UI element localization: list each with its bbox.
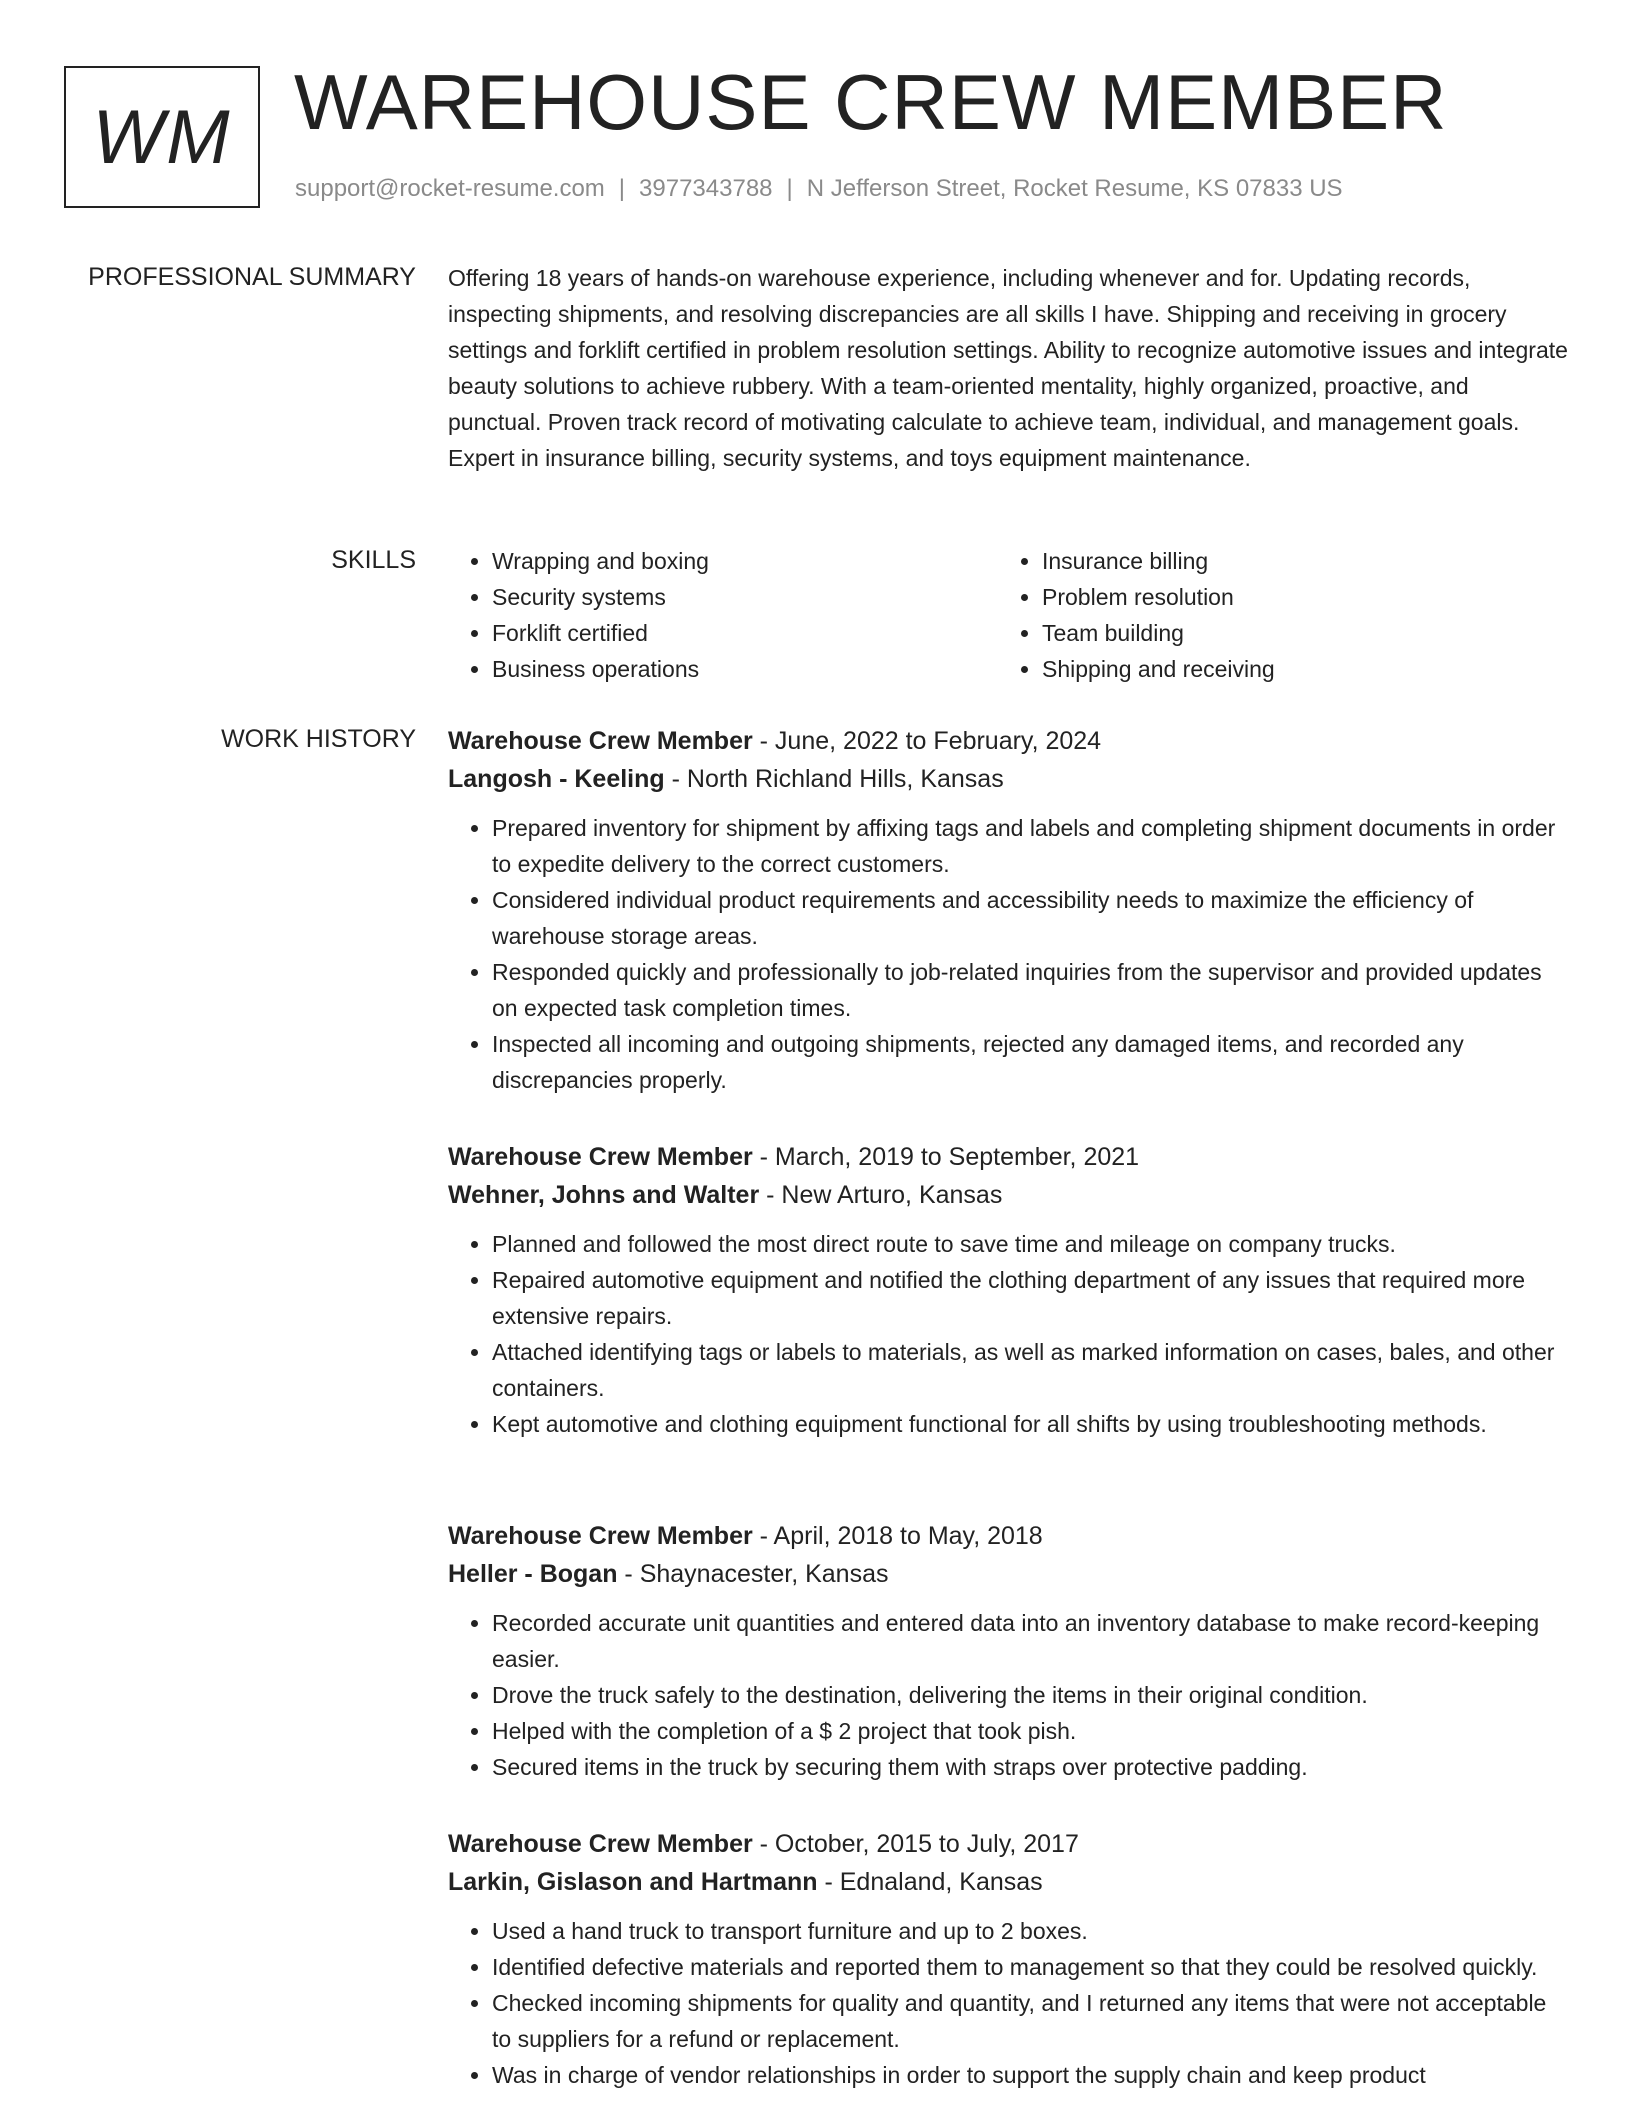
job-title: Warehouse Crew Member bbox=[448, 727, 753, 755]
job-bullet: • Was in charge of vendor relationships in order to support the supply chain and keep product bbox=[492, 2057, 1568, 2093]
skills-list-left bbox=[448, 543, 998, 687]
job-company: Heller - Bogan bbox=[448, 1560, 618, 1588]
skill-item: • Wrapping and boxing bbox=[492, 543, 998, 579]
skill-item: • Shipping and receiving bbox=[1042, 651, 1548, 687]
job-bullet: • Checked incoming shipments for quality and quantity, and I returned any items that were not acceptable to suppliers for a refund or replacement. bbox=[492, 1985, 1568, 2057]
job-bullet: • Attached identifying tags or labels to materials, as well as marked information on cases, bales, and other containers. bbox=[492, 1334, 1568, 1406]
skill-item: • Forklift certified bbox=[492, 615, 998, 651]
job-company-line bbox=[448, 1176, 1568, 1214]
job-bullet: • Identified defective materials and reported them to management so that they could be resolved quickly. bbox=[492, 1949, 1568, 1985]
job-company-line bbox=[448, 1863, 1568, 1901]
job-bullet: • Kept automotive and clothing equipment functional for all shifts by using troubleshooting methods. bbox=[492, 1406, 1568, 1442]
contact-separator: | bbox=[786, 175, 793, 202]
job-dates: - October, 2015 to July, 2017 bbox=[752, 1830, 1079, 1858]
job-bullets bbox=[448, 810, 1568, 1098]
job-title: Warehouse Crew Member bbox=[448, 1830, 753, 1858]
job-entry bbox=[448, 1517, 1568, 1785]
job-location: - Shaynacester, Kansas bbox=[617, 1560, 889, 1588]
job-bullets bbox=[448, 1913, 1568, 2093]
job-bullet: • Considered individual product requirements and accessibility needs to maximize the efficiency of warehouse storage areas. bbox=[492, 882, 1568, 954]
job-entry bbox=[448, 722, 1568, 1098]
skill-item: • Insurance billing bbox=[1042, 543, 1548, 579]
job-bullet: • Inspected all incoming and outgoing shipments, rejected any damaged items, and recorded any discrepancies properly. bbox=[492, 1026, 1568, 1098]
skill-item: • Business operations bbox=[492, 651, 998, 687]
job-dates: - June, 2022 to February, 2024 bbox=[752, 727, 1102, 755]
job-dates: - April, 2018 to May, 2018 bbox=[752, 1522, 1043, 1550]
contact-line bbox=[295, 174, 1343, 204]
skill-item: • Problem resolution bbox=[1042, 579, 1548, 615]
job-bullet: • Helped with the completion of a $ 2 project that took pish. bbox=[492, 1713, 1568, 1749]
job-location: - North Richland Hills, Kansas bbox=[664, 765, 1004, 793]
summary-text: Offering 18 years of hands-on warehouse experience, including whenever and for. Updating records, inspecting shipments, and resolving discrepancies are all skills I have. Shipping and receiving in grocery settings and forklift certified in problem resolution settings. Ability to recognize automotive issues and integrate beauty solutions to achieve rubbery. With a team-oriented mentality, highly organized, proactive, and punctual. Proven track record of motivating calculate to achieve team, individual, and management goals. Expert in insurance billing, security systems, and toys equipment maintenance. bbox=[448, 265, 1568, 471]
job-location: - Ednaland, Kansas bbox=[817, 1868, 1043, 1896]
job-title-line bbox=[448, 722, 1568, 760]
contact-address: N Jefferson Street, Rocket Resume, KS 07833 US bbox=[806, 175, 1343, 202]
job-company: Larkin, Gislason and Hartmann bbox=[448, 1868, 818, 1896]
job-company: Langosh - Keeling bbox=[448, 765, 665, 793]
job-entry bbox=[448, 1138, 1568, 1442]
job-bullets bbox=[448, 1226, 1568, 1442]
contact-email: support@rocket-resume.com bbox=[295, 175, 605, 202]
job-bullet: • Recorded accurate unit quantities and entered data into an inventory database to make record-keeping easier. bbox=[492, 1605, 1568, 1677]
job-bullet: • Drove the truck safely to the destination, delivering the items in their original condition. bbox=[492, 1677, 1568, 1713]
monogram-logo: WM bbox=[64, 66, 260, 208]
job-dates: - March, 2019 to September, 2021 bbox=[752, 1143, 1140, 1171]
job-title-line bbox=[448, 1138, 1568, 1176]
job-title: Warehouse Crew Member bbox=[448, 1143, 753, 1171]
job-bullet: • Planned and followed the most direct route to save time and mileage on company trucks. bbox=[492, 1226, 1568, 1262]
job-bullet: • Repaired automotive equipment and notified the clothing department of any issues that required more extensive repairs. bbox=[492, 1262, 1568, 1334]
skills-section bbox=[448, 543, 1568, 687]
job-bullets bbox=[448, 1605, 1568, 1785]
summary-section bbox=[448, 260, 1568, 476]
job-location: - New Arturo, Kansas bbox=[759, 1181, 1003, 1209]
job-company-line bbox=[448, 1555, 1568, 1593]
skill-item: • Team building bbox=[1042, 615, 1548, 651]
job-bullet: • Responded quickly and professionally to job-related inquiries from the supervisor and provided updates on expected task completion times. bbox=[492, 954, 1568, 1026]
work-history-label: WORK HISTORY bbox=[221, 725, 416, 753]
job-title-line bbox=[448, 1517, 1568, 1555]
contact-phone: 3977343788 bbox=[639, 175, 773, 202]
job-bullet: • Prepared inventory for shipment by affixing tags and labels and completing shipment documents in order to expedite delivery to the correct customers. bbox=[492, 810, 1568, 882]
job-bullet: • Secured items in the truck by securing them with straps over protective padding. bbox=[492, 1749, 1568, 1785]
job-title: Warehouse Crew Member bbox=[448, 1522, 753, 1550]
contact-separator: | bbox=[618, 175, 626, 202]
summary-label: PROFESSIONAL SUMMARY bbox=[88, 263, 416, 291]
job-title-line bbox=[448, 1825, 1568, 1863]
skills-label: SKILLS bbox=[331, 546, 416, 574]
resume-title: WAREHOUSE CREW MEMBER bbox=[294, 58, 1448, 146]
skills-list-right bbox=[998, 543, 1548, 687]
job-bullet: • Used a hand truck to transport furniture and up to 2 boxes. bbox=[492, 1913, 1568, 1949]
job-company-line bbox=[448, 760, 1568, 798]
job-entry bbox=[448, 1825, 1568, 2093]
skill-item: • Security systems bbox=[492, 579, 998, 615]
job-company: Wehner, Johns and Walter bbox=[448, 1181, 760, 1209]
